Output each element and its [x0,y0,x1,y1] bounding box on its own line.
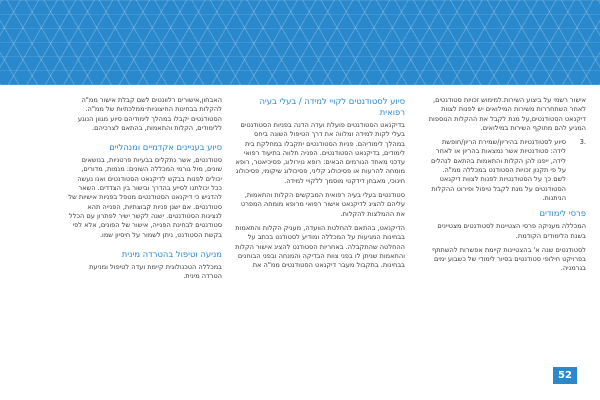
harassment-paragraph: במכללה הטכנולוגית קיימת ועדה לטיפול ומניעת הטרדה מינית. [89,262,222,281]
diagnosis-paragraph: האבחון,אישורים רלוונטים לשם קבלת אישור ממ"ה להקלות בבחינות החיצוניות-ממלכתיות של ממ"ה. הסטודנטים יקבלו במהלך לימודיהם סיוע מגוון הנוגע ללימודים, הקלות והתאמות, בהתאם לצרכיהם. [77,96,222,132]
prizes-paragraph: המכללה מעניקה פרסי הצטיינות לסטודנטים מצטיינים בשנת הלימודים הקודמת. [437,222,586,240]
page-number: 52 [553,367,577,384]
pregnancy-support-item [428,138,586,203]
learning-disabilities-heading: סיוע לסטודנטים לקויי למידה / בעלי בעיה רפואית [259,96,405,117]
pregnancy-support-text: סיוע לסטודנטיות בהיריון/שמירת הריון/חופשת לידה: סטודנטיות אשר נמצאות בהריון או לאחר לידה, ייפנו להן הקלות והתאמות בהתאם לנהלים על פי תקנון זכויות הסטודנט במכללה ממ"ה. לשם כך על הסטודנטיות לפנות לצוות דיקנאט הסטודנטים על מנת לקבל טיפול ופירוט ההקלות הניתנות. [430,138,566,202]
deanship-accommodations-paragraph: הדיקנאט, בהתאם להחלטת הוועדה, מעניק הקלות והתאמות בבחינות המגיעות על המכללה ומודיע לסטודנט בכתב על ההחלטה שהתקבלה. באחריות הסטודנט להציג אישור הקלות והתאמות שניתן לו בפני צוות הבדיקה והמנחה ובפני הבוחנים בבחינות. בתקבול מעבר דיקנאט הסטודנטים ממ"ה את [235,223,405,270]
exchange-paragraph: לסטודנטים שנה א' בהצטיינות קיימת אפשרות להשתתף בפרויקט חילופי סטודנטים בסיור לימודי של כשבוע ימים בגרמניה. [431,245,586,273]
reserve-duty-paragraph: אישור רשמי על ביצוע השירות.למימוש זכויות סטודנטים, לאחר השתחררות משירות המילואים יש לפנות לצוות דיקנאט הסטודנטים,על מנת לקבל את ההקלות הנוספות המגיע להם מתוקף השירות במילואים. [428,96,586,132]
header-pattern-band [0,0,600,85]
learning-disabilities-paragraph: בדיקנאט הסטודנטים פועלת ועדה הדנה בפניות הסטודנטים בעלי לקות למידה ומלווה את דרך הטיפול השונה ביחס במהלך לימודיהם. פניות הסטודנטים יתקבלו במחלקת בית לימודים, בדיקנאט הסטודנטים. הפניה תלווה בתיעוד רפואי עדכני מאחד הגורמים הבאים: רופא נוירולוג, פסיכיאטר, רופא מומחה להרעות או פסיכולוג קליני, פסיכולוג שיקומי, פסיכולוג חינוכי, מאבחן דידקטי מוסמך ללקויי למידה. [235,121,405,185]
middle-column [233,96,405,275]
academic-support-paragraph: סטודנטים, אשר נתקלים בבעיות פרטניות, בנושאים שונים, מול גורמי המכללה השונים: מנמות, מדורים, יכולים לפנות בבקש לדיקנאט הסטודנטים ואנו נעשה ככל יכולתנו לסייע בהדרך ובישור בין הצדדים. השאר להדגיש כי דיקנאט הסטודנטים מטפל בפניות אישיות של סטודנטים. אם ישנן פניות קבוצתיות, הפנייה תהא לנציגות הסטודנטים. ישנה לקשר ישיר לפתרון עם הכלל סטודנטים לבחינת הפנייה, אישור של הפונים, אלא לפי בקשת הסטודנט, ניתן לשמור על חיסיון שמו. [68,156,222,239]
right-column [428,96,586,279]
medical-issue-paragraph: סטודנטים בעלי בעיה רפואית המבקשים הקלות והתאמות, עליהם להציג לדיקנאט אישור רפואי מרופא מומחה המפרט את ההמלצות להקלות. [240,191,405,218]
item-number: .3 [579,138,586,147]
left-column [68,96,222,286]
harassment-heading: מניעה וטיפול בהטרדה מינית [121,248,222,259]
academic-support-heading: סיוע בעניינים אקדמיים ומנהליים [109,142,222,153]
prizes-heading: פרסי לימודים [539,208,586,219]
